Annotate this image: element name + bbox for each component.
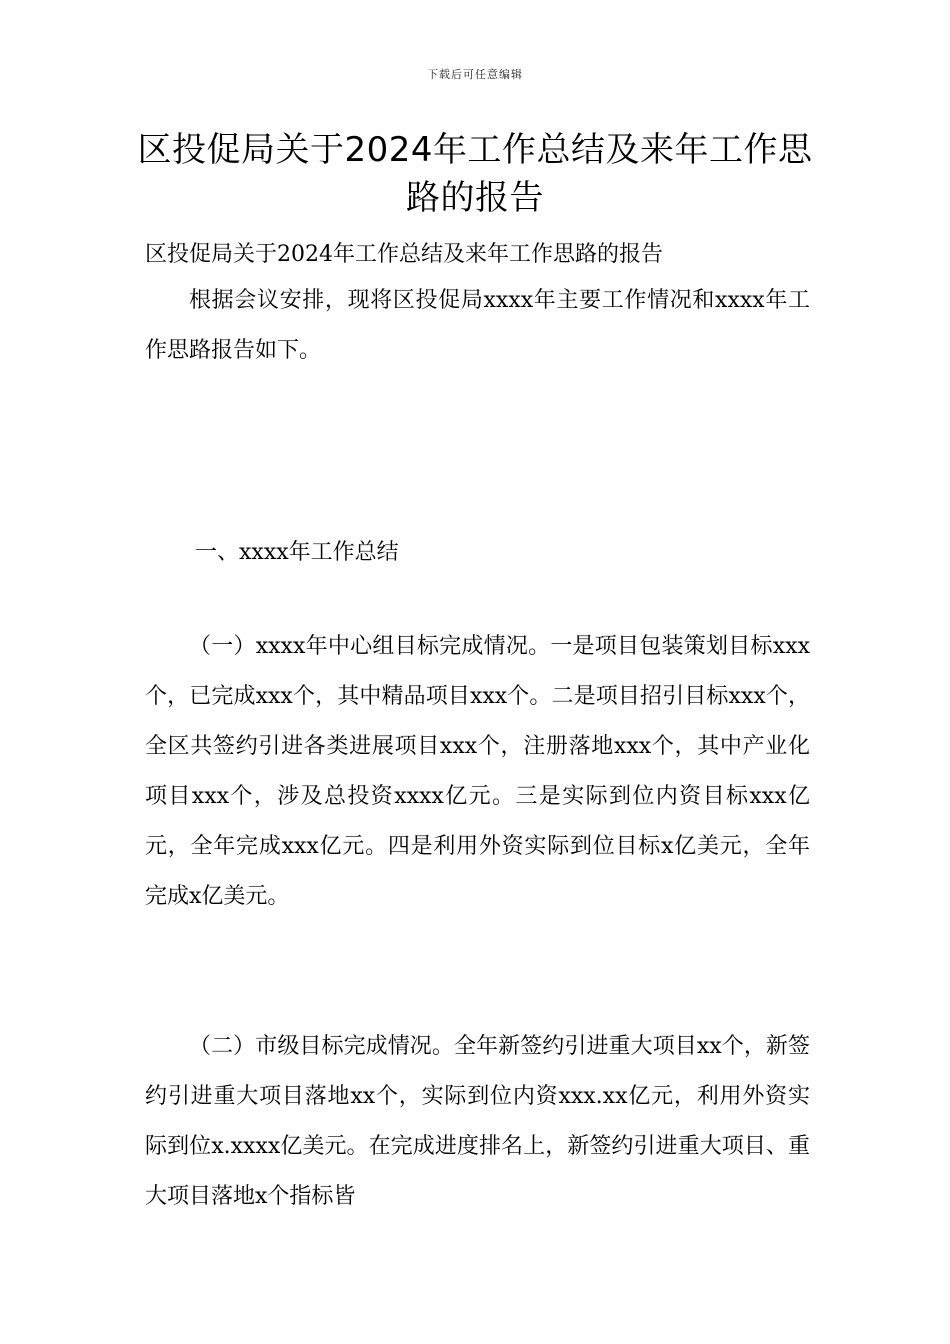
document-title: 区投促局关于2024年工作总结及来年工作思路的报告	[137, 130, 813, 218]
paragraph-city-targets: （二）市级目标完成情况。全年新签约引进重大项目xx个，新签约引进重大项目落地xx个，实际到位内资xxx.xx亿元，利用外资实际到位x.xxxx亿美元。在完成进度排名上，新签约引进重大项目、重大项目落地x个指标皆	[145, 1034, 810, 1209]
intro-paragraph: 根据会议安排，现将区投促局xxxx年主要工作情况和xxxx年工作思路报告如下。	[145, 288, 810, 363]
header-note: 下载后可任意编辑	[427, 68, 523, 81]
document-subtitle: 区投促局关于2024年工作总结及来年工作思路的报告	[145, 242, 663, 267]
paragraph-center-group-targets: （一）xxxx年中心组目标完成情况。一是项目包装策划目标xxx个，已完成xxx个，其中精品项目xxx个。二是项目招引目标xxx个，全区共签约引进各类进展项目xxx个，注册落地xxx个，其中产业化项目xxx个，涉及总投资xxxx亿元。三是实际到位内资目标xxx亿元，全年完成xxx亿元。四是利用外资实际到位目标x亿美元，全年完成x亿美元。	[145, 634, 810, 909]
section-heading: 一、xxxx年工作总结	[195, 540, 399, 565]
